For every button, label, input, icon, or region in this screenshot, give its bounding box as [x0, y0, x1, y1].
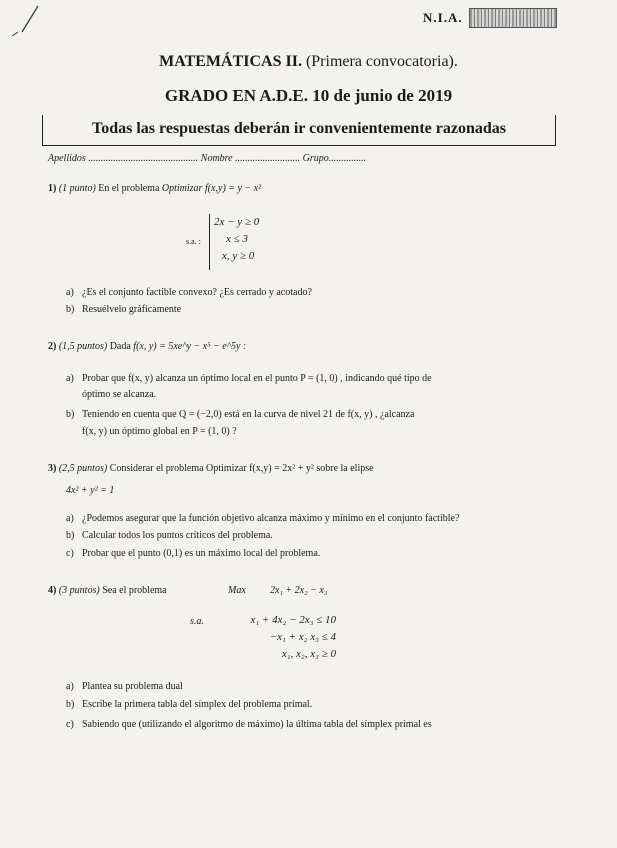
subject-title: MATEMÁTICAS II.: [159, 53, 302, 70]
question-4-header: 4) (3 puntos) Sea el problema: [48, 585, 167, 596]
q3-item-c: c) Probar que el punto (0,1) es un máximo local del problema.: [66, 548, 321, 559]
instructions-banner: Todas las respuestas deberán ir convenientemente razonadas: [42, 115, 556, 146]
q4-objective: 2x₁ + 2x₂ − x₃: [270, 585, 328, 596]
question-2-header: 2) (1,5 puntos) Dada f(x, y) = 5xe^y − x⁵ − e^5y :: [48, 341, 247, 352]
nia-label: N.I.A.: [423, 10, 463, 25]
q2-item-a: a) Probar que f(x, y) alcanza un óptimo local en el punto P = (1, 0) , indicando qué tipo de: [66, 373, 432, 384]
q3-item-a: a) ¿Podemos asegurar que la función objetivo alcanza máximo y mínimo en el conjunto factible?: [66, 513, 460, 524]
q1-constraint-label: s.a. :: [186, 237, 201, 246]
q4-constraint-label: s.a.: [190, 616, 204, 627]
q4-constraints: x₁ + 4x₂ − 2x₃ ≤ 10 −x₁ + x₂ x₃ ≤ 4 x₁, x₂, x₃ ≥ 0: [250, 614, 336, 660]
pen-mark-icon: [8, 2, 48, 42]
q1-item-b: b) Resuélvelo gráficamente: [66, 304, 182, 315]
nia-field[interactable]: [469, 8, 557, 28]
exam-title: [0, 53, 617, 71]
q1-item-a: a) ¿Es el conjunto factible convexo? ¿Es cerrado y acotado?: [66, 287, 312, 298]
q3-ellipse: 4x² + y² = 1: [66, 485, 115, 496]
q3-item-b: b) Calcular todos los puntos críticos del problema.: [66, 530, 273, 541]
question-3-header: 3) (2,5 puntos) Considerar el problema Optimizar f(x,y) = 2x² + y² sobre la elipse: [48, 463, 374, 474]
convocatoria-title: (Primera convocatoria).: [305, 53, 458, 70]
q2-item-b-cont: f(x, y) un óptimo global en P = (1, 0) ?: [82, 426, 237, 437]
student-id-line[interactable]: Apellidos ............................................ Nombre .......................... Grupo...............: [48, 153, 367, 164]
q2-item-b: b) Teniendo en cuenta que Q = (−2,0) está en la curva de nivel 21 de f(x, y) , ¿alcanza: [66, 409, 415, 420]
q4-item-a: a) Plantea su problema dual: [66, 681, 183, 692]
q1-constraints: 2x − y ≥ 0 x ≤ 3 x, y ≥ 0: [214, 216, 260, 262]
question-1-header: 1) (1 punto) En el problema Optimizar f(x,y) = y − x²: [48, 183, 262, 194]
exam-subtitle: GRADO EN A.D.E. 10 de junio de 2019: [164, 86, 453, 105]
q4-item-c: c) Sabiendo que (utilizando el algoritmo de máximo) la última tabla del símplex primal es: [66, 719, 432, 730]
q2-item-a-cont: óptimo se alcanza.: [82, 389, 157, 400]
q4-item-b: b) Escribe la primera tabla del símplex del problema primal.: [66, 699, 313, 710]
q4-objective-label: Max: [228, 585, 246, 596]
q1-brace: [209, 214, 210, 270]
